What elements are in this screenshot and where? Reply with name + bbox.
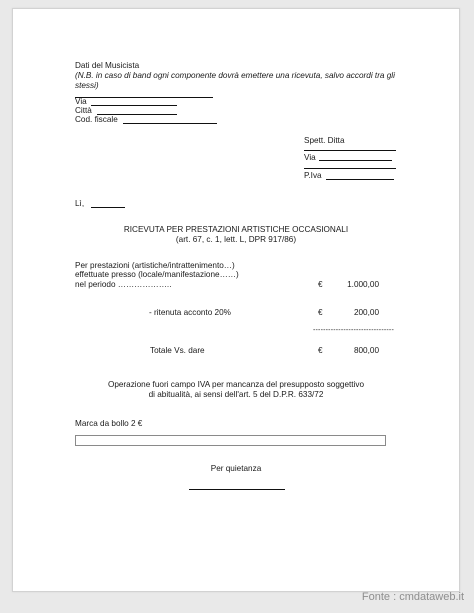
vat-note-line2: di abitualità, ai sensi dell'art. 5 del D.P.R. 633/72	[148, 390, 324, 399]
service-line1: Per prestazioni (artistiche/intrattenimento…)	[75, 261, 235, 270]
recipient-via-line	[319, 160, 392, 161]
musician-via-label: Via	[75, 97, 87, 106]
stamp-label: Marca da bollo 2 €	[75, 419, 143, 428]
stamp-box	[75, 435, 386, 446]
signature-label: Per quietanza	[210, 464, 262, 473]
withholding-label: - ritenuta acconto 20%	[149, 308, 231, 317]
currency-symbol-gross: €	[318, 280, 323, 289]
band-note-line1: (N.B. in caso di band ogni componente dovrà emettere una ricevuta, salvo accordi tra gli	[75, 71, 395, 80]
receipt-legal-ref: (art. 67, c. 1, lett. L, DPR 917/86)	[175, 235, 297, 244]
musician-cf-label: Cod. fiscale	[75, 115, 118, 124]
recipient-header: Spett. Ditta	[304, 136, 345, 145]
service-period: nel periodo ………………..	[75, 280, 172, 289]
place-date-label: Lì,	[75, 199, 85, 208]
withholding-amount: 200,00	[353, 308, 379, 317]
recipient-name-line	[304, 150, 396, 151]
musician-cf-line	[123, 123, 217, 124]
currency-symbol-total: €	[318, 346, 323, 355]
source-footer: Fonte : cmdataweb.it	[361, 591, 464, 603]
currency-symbol-withholding: €	[318, 308, 323, 317]
total-label: Totale Vs. dare	[150, 346, 205, 355]
gross-amount: 1.000,00	[347, 280, 379, 289]
vat-note-line1: Operazione fuori campo IVA per mancanza del presupposto soggettivo	[107, 380, 365, 389]
band-note-line2: stessi)	[75, 81, 99, 90]
recipient-piva-line	[326, 179, 394, 180]
musician-name-line	[75, 97, 213, 98]
sum-separator: --------------------------------	[313, 327, 394, 334]
service-line2: effettuate presso (locale/manifestazione……)	[75, 270, 239, 279]
signature-line	[189, 489, 285, 490]
musician-citta-label: Città	[75, 106, 92, 115]
musician-via-line	[91, 105, 177, 106]
document-page	[12, 8, 460, 592]
receipt-title: RICEVUTA PER PRESTAZIONI ARTISTICHE OCCASIONALI	[123, 225, 349, 234]
recipient-piva-label: P.Iva	[304, 171, 322, 180]
total-amount: 800,00	[353, 346, 379, 355]
recipient-via-label: Via	[304, 153, 316, 162]
recipient-extra-line	[304, 168, 396, 169]
musician-header: Dati del Musicista	[75, 61, 140, 70]
place-date-line	[91, 207, 125, 208]
